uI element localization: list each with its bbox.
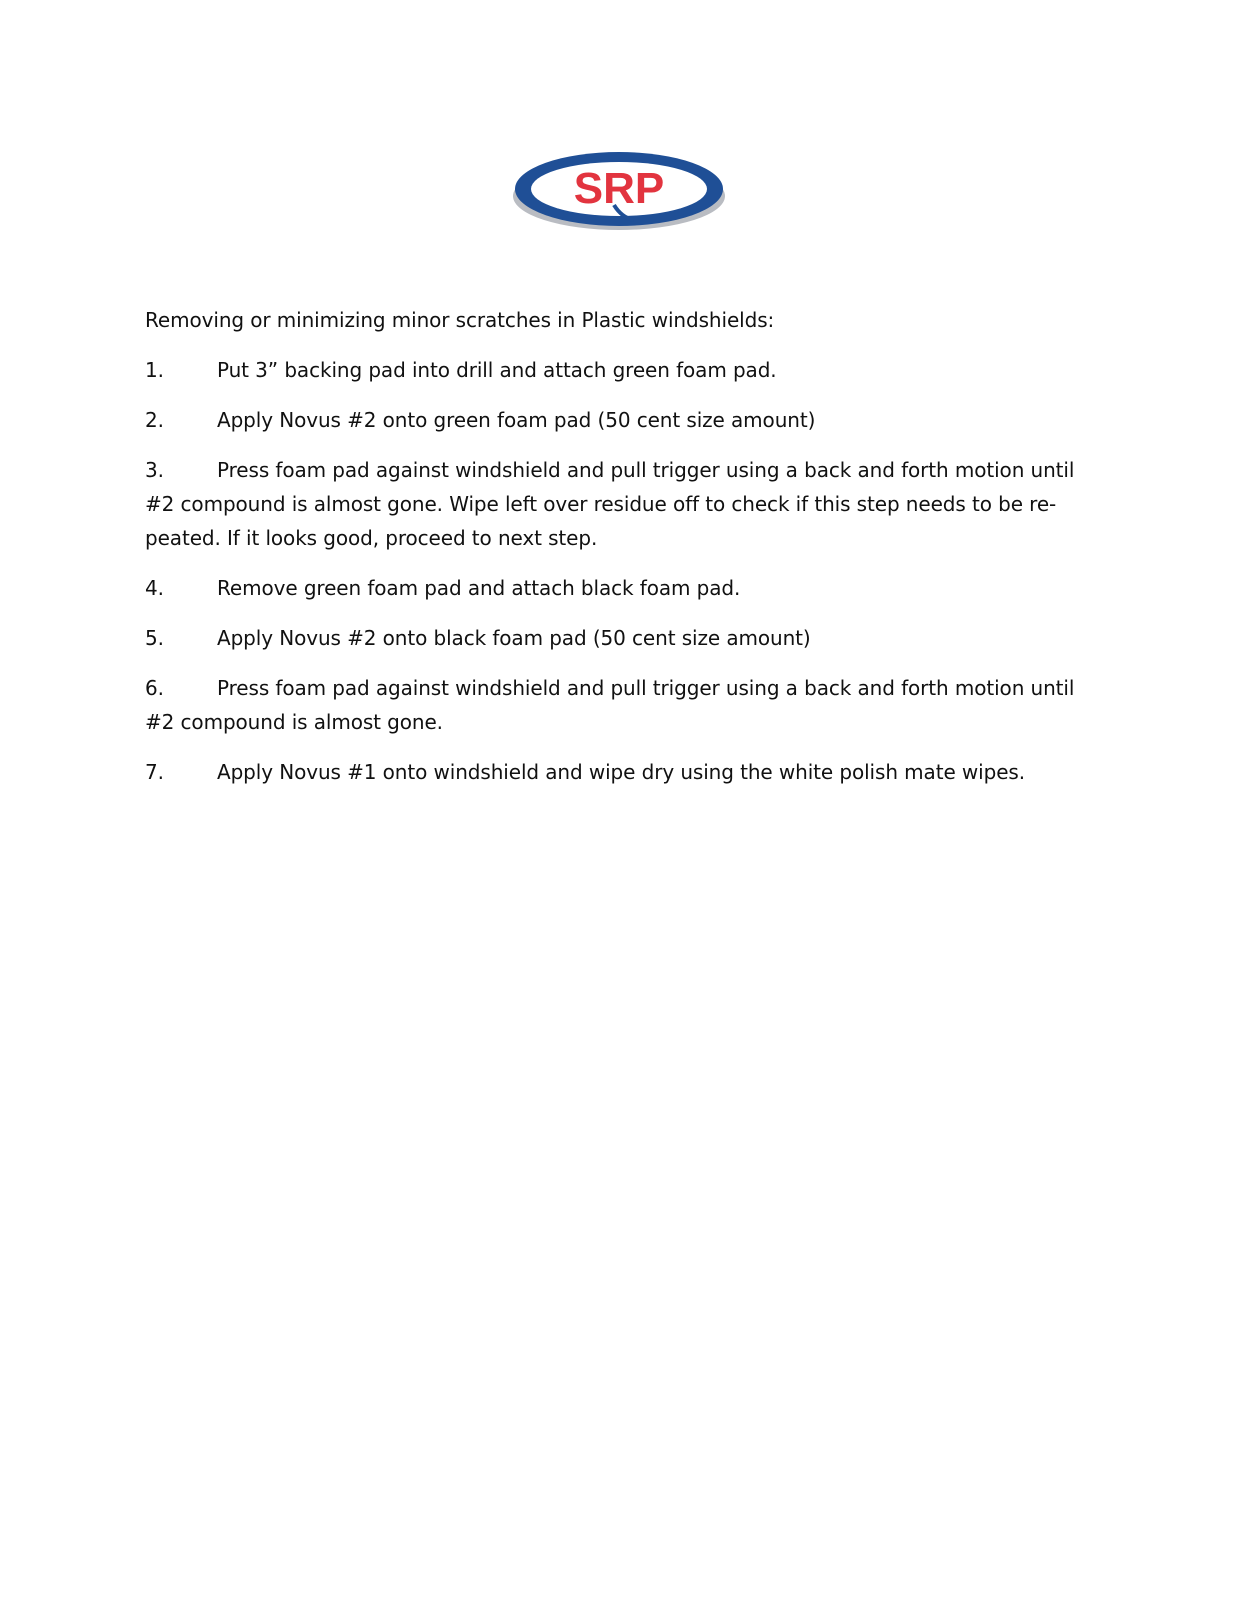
step-5 <box>145 621 1075 655</box>
svg-text:SRP: SRP <box>573 164 665 213</box>
step-number: 3. <box>145 458 164 482</box>
document-body <box>145 303 1075 805</box>
srp-logo <box>510 148 728 234</box>
step-number: 6. <box>145 676 164 700</box>
step-7 <box>145 755 1075 789</box>
step-3 <box>145 453 1075 555</box>
step-text: Press foam pad against windshield and pull trigger using a back and forth motion until #2 compound is almost gone. <box>145 676 1075 734</box>
step-text: Apply Novus #2 onto black foam pad (50 cent size amount) <box>217 626 811 650</box>
step-number: 2. <box>145 408 164 432</box>
intro-text: Removing or minimizing minor scratches in Plastic windshields: <box>145 308 775 332</box>
step-number: 5. <box>145 626 164 650</box>
step-1 <box>145 353 1075 387</box>
step-text: Apply Novus #1 onto windshield and wipe dry using the white polish mate wipes. <box>217 760 1026 784</box>
step-4 <box>145 571 1075 605</box>
step-6 <box>145 671 1075 739</box>
step-text: Put 3” backing pad into drill and attach green foam pad. <box>217 358 777 382</box>
step-2 <box>145 403 1075 437</box>
step-text: Remove green foam pad and attach black foam pad. <box>217 576 741 600</box>
step-number: 4. <box>145 576 164 600</box>
step-text: Apply Novus #2 onto green foam pad (50 cent size amount) <box>217 408 816 432</box>
step-number: 7. <box>145 760 164 784</box>
step-number: 1. <box>145 358 164 382</box>
step-text: Press foam pad against windshield and pull trigger using a back and forth motion until #2 compound is almost gone. Wipe left over residue off to check if this step needs to be re-peated. If it looks good, proceed to next step. <box>145 458 1075 550</box>
